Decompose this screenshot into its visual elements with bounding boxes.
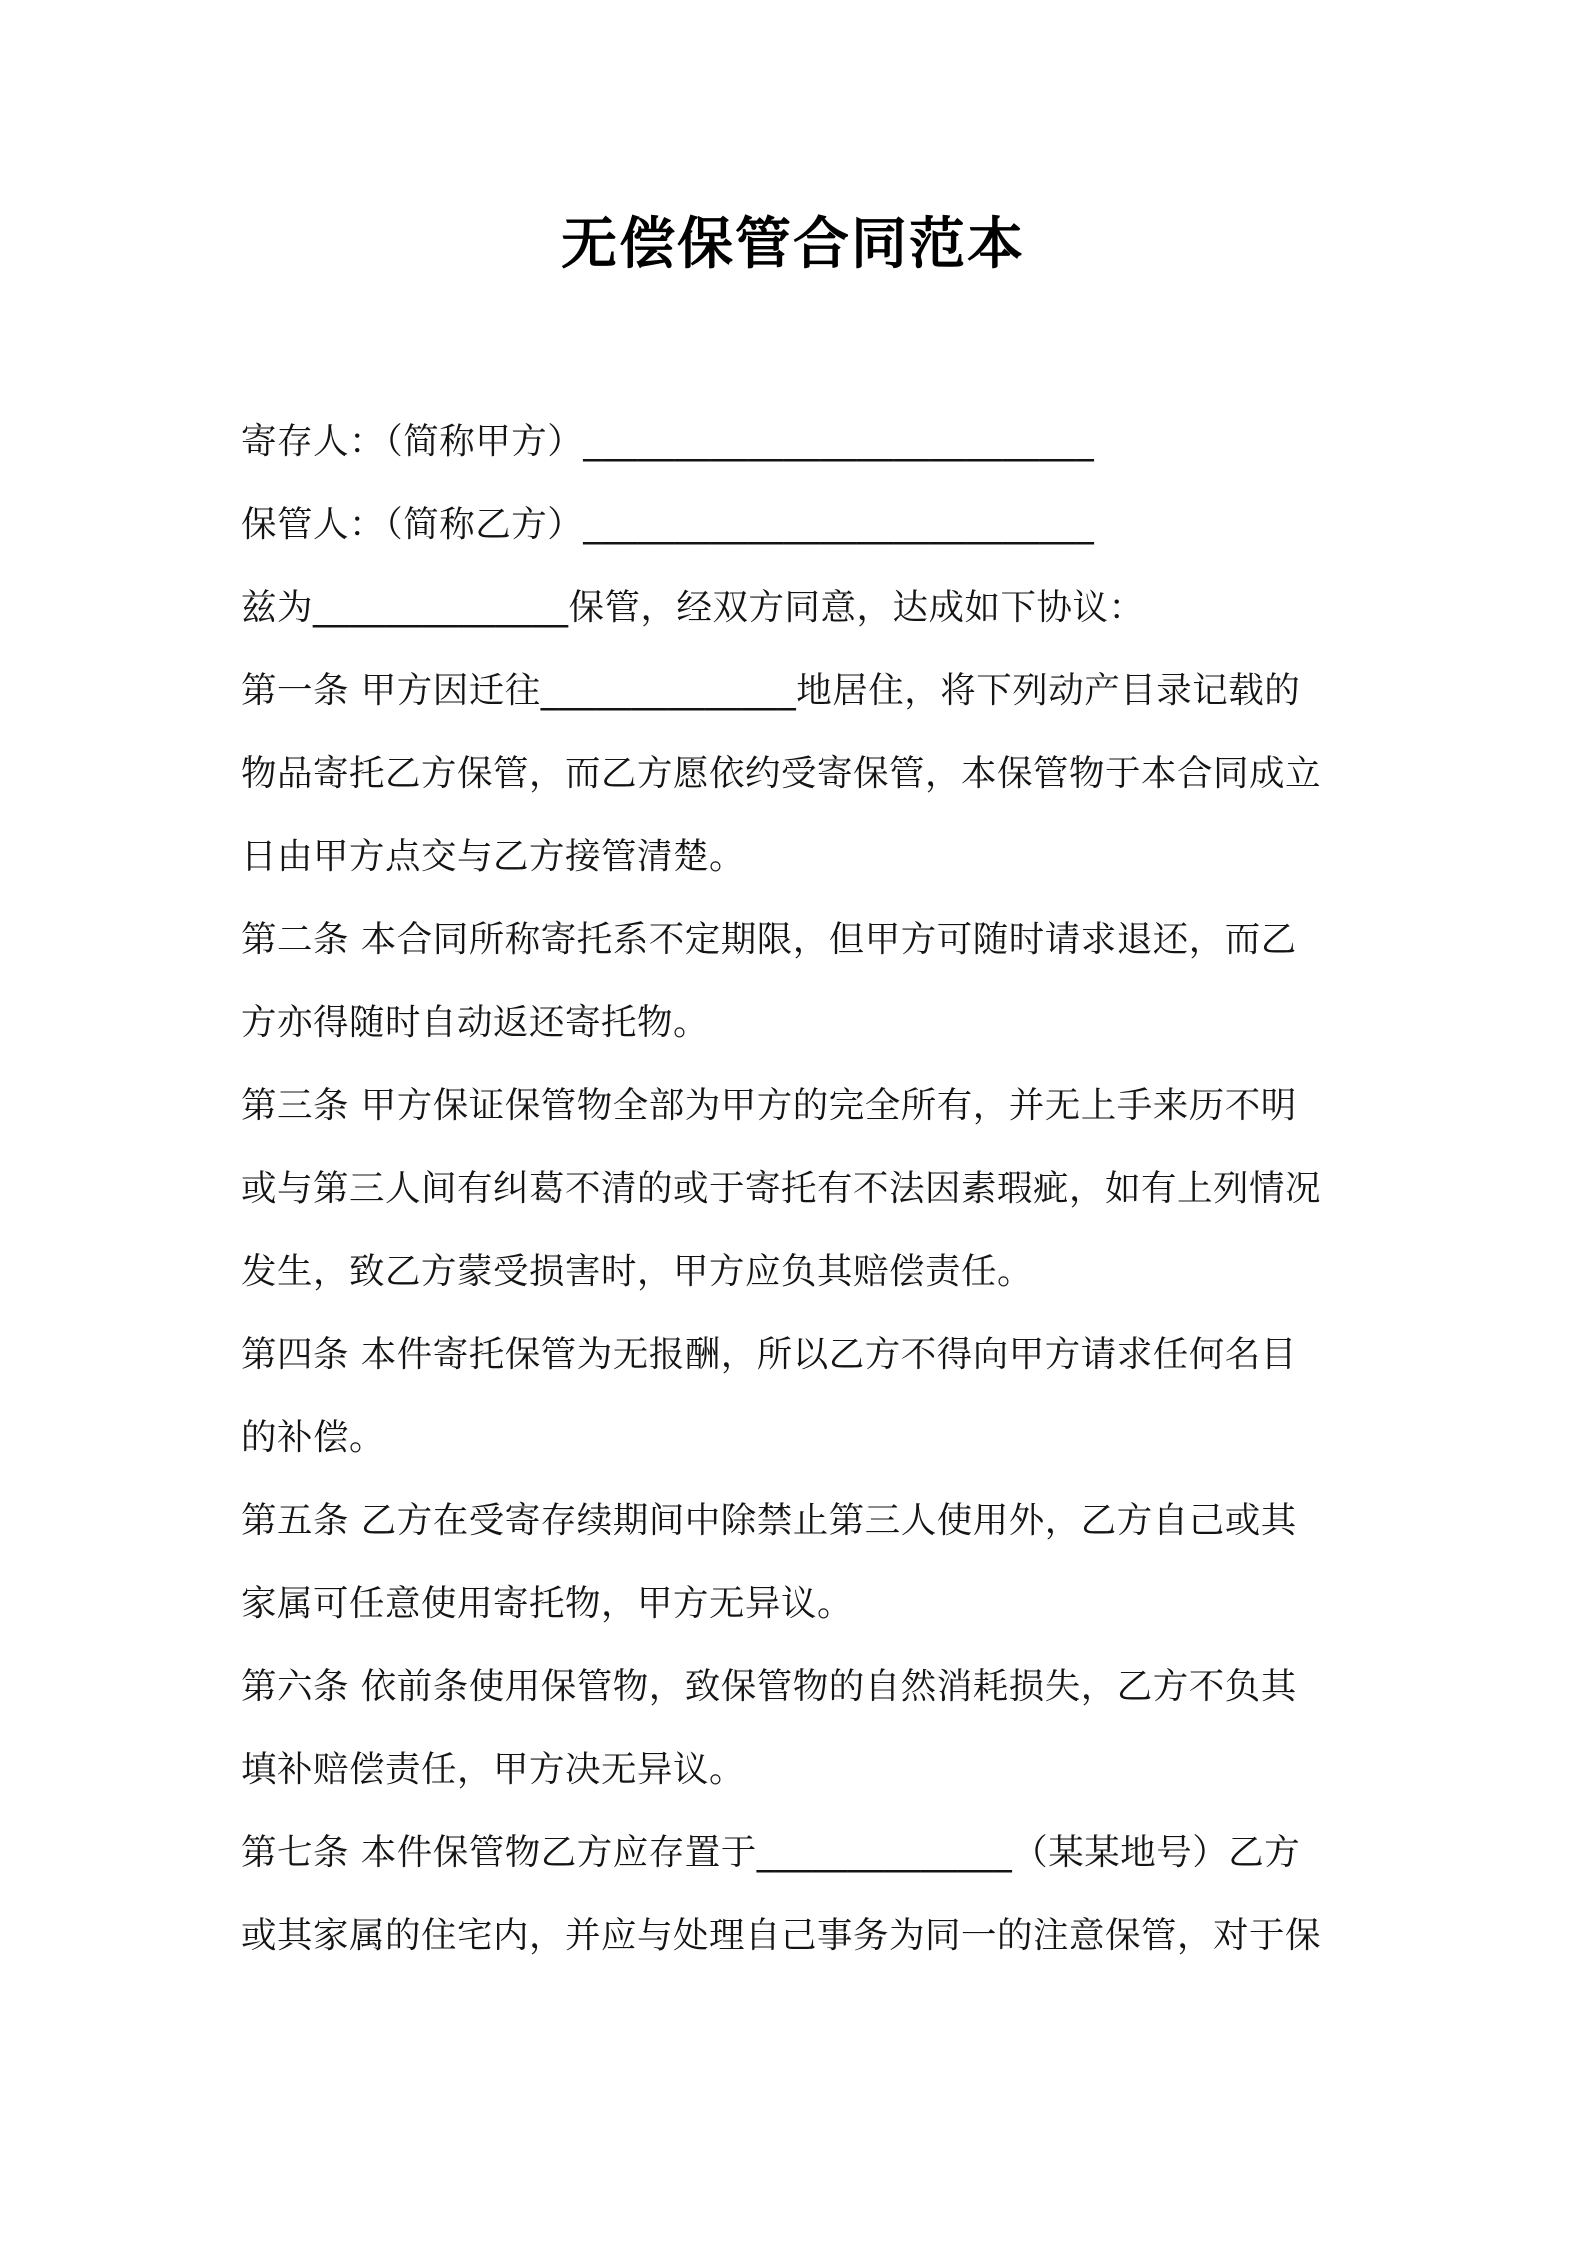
custodian-line: 保管人：（简称乙方）____________________________ xyxy=(241,504,1095,545)
article-1-line-2: 物品寄托乙方保管，而乙方愿依约受寄保管，本保管物于本合同成立 xyxy=(241,753,1322,794)
article-2-line-1: 第二条 本合同所称寄托系不定期限，但甲方可随时请求退还，而乙 xyxy=(241,919,1297,960)
article-5-line-2: 家属可任意使用寄托物，甲方无异议。 xyxy=(241,1583,854,1624)
article-3-line-1: 第三条 甲方保证保管物全部为甲方的完全所有，并无上手来历不明 xyxy=(241,1085,1297,1126)
document-title: 无偿保管合同范本 xyxy=(561,212,1025,277)
article-3-line-2: 或与第三人间有纠葛不清的或于寄托有不法因素瑕疵，如有上列情况 xyxy=(241,1168,1322,1209)
preamble-line: 兹为______________保管，经双方同意，达成如下协议： xyxy=(241,587,1145,628)
article-3-line-3: 发生，致乙方蒙受损害时，甲方应负其赔偿责任。 xyxy=(241,1251,1034,1292)
article-2-line-2: 方亦得随时自动返还寄托物。 xyxy=(241,1002,710,1043)
article-7-line-1: 第七条 本件保管物乙方应存置于______________（某某地号）乙方 xyxy=(241,1832,1301,1873)
article-5-line-1: 第五条 乙方在受寄存续期间中除禁止第三人使用外，乙方自己或其 xyxy=(241,1500,1297,1541)
article-6-line-1: 第六条 依前条使用保管物，致保管物的自然消耗损失，乙方不负其 xyxy=(241,1666,1297,1707)
article-4-line-1: 第四条 本件寄托保管为无报酬，所以乙方不得向甲方请求任何名目 xyxy=(241,1334,1297,1375)
article-6-line-2: 填补赔偿责任，甲方决无异议。 xyxy=(241,1749,746,1790)
article-1-line-3: 日由甲方点交与乙方接管清楚。 xyxy=(241,836,746,877)
document-body xyxy=(241,400,1361,1977)
depositor-line: 寄存人：（简称甲方）____________________________ xyxy=(241,421,1095,462)
article-7-line-2: 或其家属的住宅内，并应与处理自己事务为同一的注意保管，对于保 xyxy=(241,1915,1322,1956)
article-4-line-2: 的补偿。 xyxy=(241,1417,386,1458)
article-1-line-1: 第一条 甲方因迁往______________地居住，将下列动产目录记载的 xyxy=(241,670,1301,711)
